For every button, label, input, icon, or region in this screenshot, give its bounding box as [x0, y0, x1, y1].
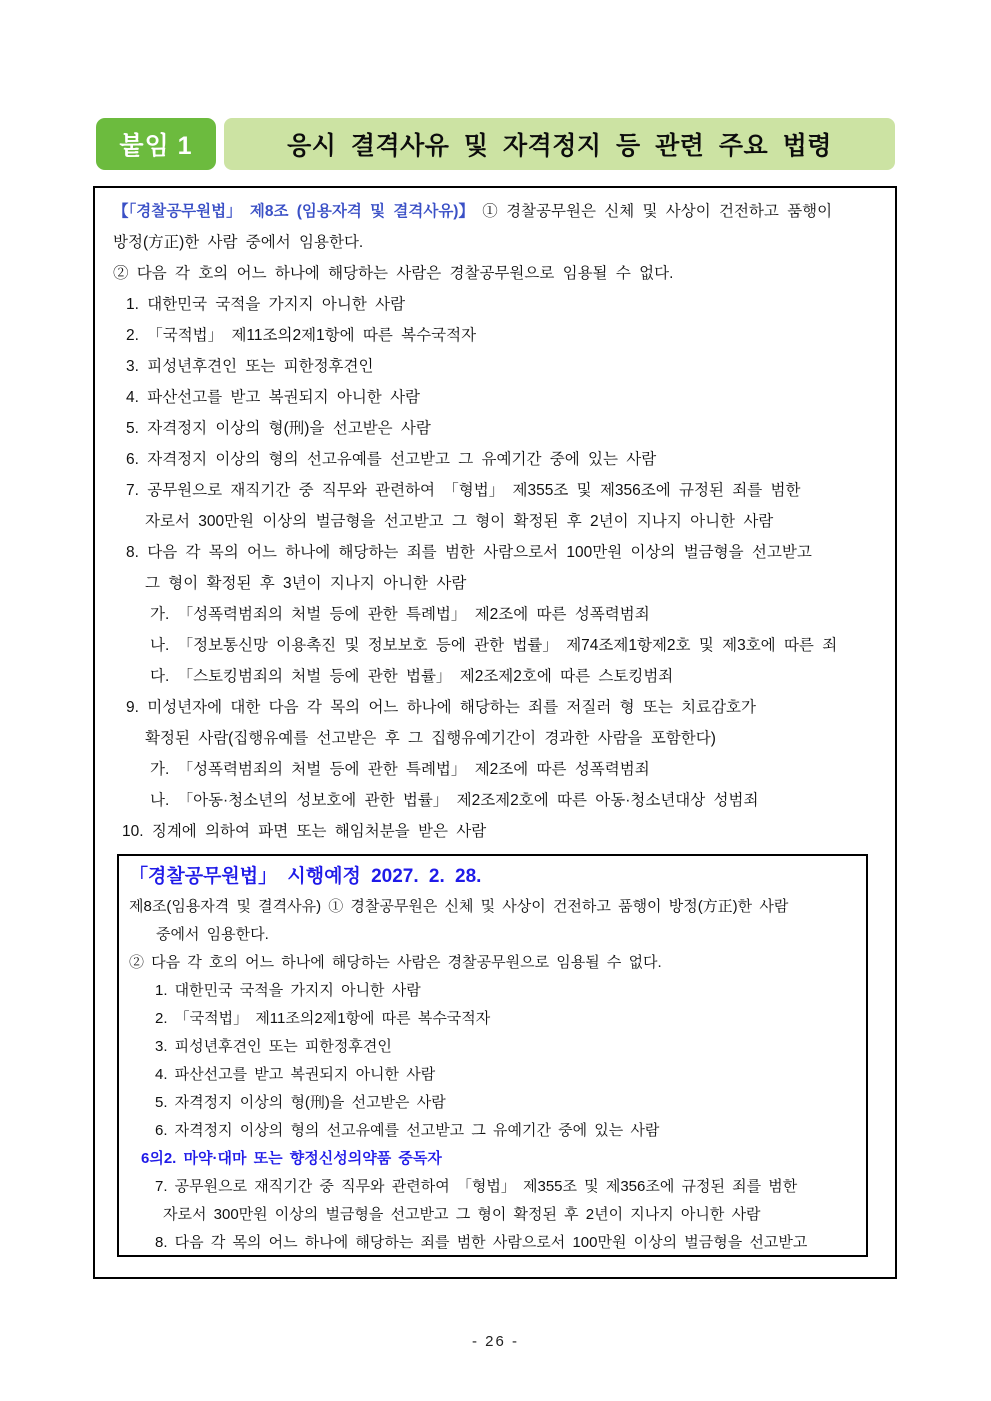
law-line: 9. 미성년자에 대한 다음 각 목의 어느 하나에 해당하는 죄를 저질러 형 또는 치료감호가 — [126, 699, 756, 716]
law-line: 4. 파산선고를 받고 복권되지 아니한 사람 — [126, 389, 421, 406]
amendment-line: 7. 공무원으로 재직기간 중 직무와 관련하여 「형법」 제355조 및 제356조에 규정된 죄를 범한 — [155, 1178, 798, 1195]
amendment-box — [117, 854, 868, 1257]
attachment-badge: 붙임 1 — [96, 118, 216, 170]
amendment-line: 5. 자격정지 이상의 형(刑)을 선고받은 사람 — [155, 1094, 446, 1111]
law-line: 확정된 사람(집행유예를 선고받은 후 그 집행유예기간이 경과한 사람을 포함한다) — [145, 730, 716, 747]
law-article-body — [113, 196, 875, 847]
law-line: 8. 다음 각 목의 어느 하나에 해당하는 죄를 범한 사람으로서 100만원 이상의 벌금형을 선고받고 — [126, 544, 812, 561]
law-heading-rest: ① 경찰공무원은 신체 및 사상이 건전하고 품행이 — [482, 203, 833, 220]
law-line: 가. 「성폭력범죄의 처벌 등에 관한 특례법」 제2조에 따른 성폭력범죄 — [150, 761, 650, 778]
law-line: 나. 「아동·청소년의 성보호에 관한 법률」 제2조제2호에 따른 아동·청소년대상 성범죄 — [150, 792, 759, 809]
law-line: 10. 징계에 의하여 파면 또는 해임처분을 받은 사람 — [122, 823, 487, 840]
law-article-box — [93, 186, 897, 1279]
amendment-line: 1. 대한민국 국적을 가지지 아니한 사람 — [155, 982, 421, 999]
amendment-line: ② 다음 각 호의 어느 하나에 해당하는 사람은 경찰공무원으로 임용될 수 없다. — [129, 954, 662, 971]
law-line: 나. 「정보통신망 이용촉진 및 정보보호 등에 관한 법률」 제74조제1항제2호 및 제3호에 따른 죄 — [150, 637, 838, 654]
page-title: 응시 결격사유 및 자격정지 등 관련 주요 법령 — [224, 118, 895, 170]
amendment-line: 중에서 임용한다. — [156, 926, 269, 943]
law-line: 2. 「국적법」 제11조의2제1항에 따른 복수국적자 — [126, 327, 477, 344]
law-line: 3. 피성년후견인 또는 피한정후견인 — [126, 358, 374, 375]
law-line: ② 다음 각 호의 어느 하나에 해당하는 사람은 경찰공무원으로 임용될 수 없다. — [113, 265, 674, 282]
amendment-line: 8. 다음 각 목의 어느 하나에 해당하는 죄를 범한 사람으로서 100만원 이상의 벌금형을 선고받고 — [155, 1234, 808, 1251]
law-line: 1. 대한민국 국적을 가지지 아니한 사람 — [126, 296, 406, 313]
amendment-highlight-line: 6의2. 마약·대마 또는 향정신성의약품 중독자 — [141, 1150, 442, 1167]
amendment-line: 제8조(임용자격 및 결격사유) ① 경찰공무원은 신체 및 사상이 건전하고 품행이 방정(方正)한 사람 — [129, 898, 789, 915]
amendment-line: 3. 피성년후견인 또는 피한정후견인 — [155, 1038, 392, 1055]
page-header — [96, 118, 895, 170]
amendment-heading: 「경찰공무원법」 시행예정 2027. 2. 28. — [129, 866, 482, 887]
amendment-line: 6. 자격정지 이상의 형의 선고유예를 선고받고 그 유예기간 중에 있는 사람 — [155, 1122, 660, 1139]
law-line: 방정(方正)한 사람 중에서 임용한다. — [113, 234, 364, 251]
page-number: - 26 - — [471, 1333, 519, 1350]
law-line: 자로서 300만원 이상의 벌금형을 선고받고 그 형이 확정된 후 2년이 지나지 아니한 사람 — [145, 513, 774, 530]
law-heading: 【「경찰공무원법」 제8조 (임용자격 및 결격사유)】 — [113, 203, 474, 220]
law-line: 그 형이 확정된 후 3년이 지나지 아니한 사람 — [145, 575, 467, 592]
law-line: 가. 「성폭력범죄의 처벌 등에 관한 특례법」 제2조에 따른 성폭력범죄 — [150, 606, 650, 623]
amendment-line: 자로서 300만원 이상의 벌금형을 선고받고 그 형이 확정된 후 2년이 지나지 아니한 사람 — [163, 1206, 761, 1223]
amendment-line: 4. 파산선고를 받고 복권되지 아니한 사람 — [155, 1066, 436, 1083]
law-line: 다. 「스토킹범죄의 처벌 등에 관한 법률」 제2조제2호에 따른 스토킹범죄 — [150, 668, 674, 685]
amendment-line: 2. 「국적법」 제11조의2제1항에 따른 복수국적자 — [155, 1010, 491, 1027]
law-line: 5. 자격정지 이상의 형(刑)을 선고받은 사람 — [126, 420, 431, 437]
amendment-body — [129, 893, 858, 1257]
law-heading-line — [113, 196, 875, 227]
law-line: 6. 자격정지 이상의 형의 선고유예를 선고받고 그 유예기간 중에 있는 사람 — [126, 451, 657, 468]
law-line: 7. 공무원으로 재직기간 중 직무와 관련하여 「형법」 제355조 및 제356조에 규정된 죄를 범한 — [126, 482, 801, 499]
